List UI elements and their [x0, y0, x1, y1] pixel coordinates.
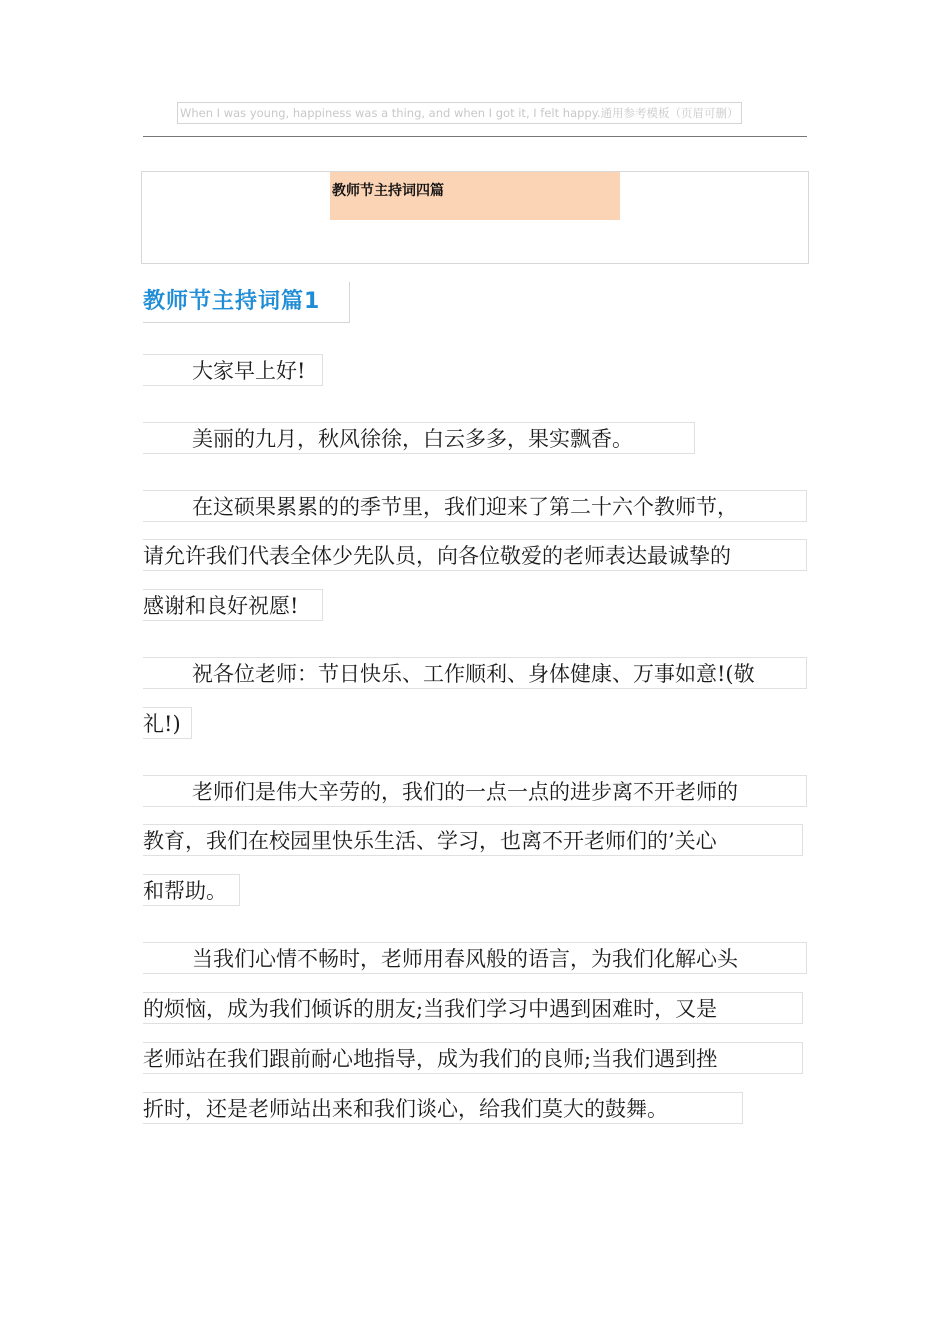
body-line: 的烦恼，成为我们倾诉的朋友;当我们学习中遇到困难时，又是	[143, 992, 803, 1024]
body-line: 折时，还是老师站出来和我们谈心，给我们莫大的鼓舞。	[143, 1092, 743, 1124]
header-text: When I was young, happiness was a thing, and when I got it, I felt happy.通用参考模板（页眉可删）	[177, 102, 742, 124]
body-line: 老师站在我们跟前耐心地指导，成为我们的良师;当我们遇到挫	[143, 1042, 803, 1074]
body-line: 礼!)	[143, 707, 192, 739]
document-title: 教师节主持词四篇	[332, 183, 444, 199]
body-line: 感谢和良好祝愿!	[143, 589, 323, 621]
title-box	[141, 171, 809, 264]
body-line: 老师们是伟大辛劳的，我们的一点一点的进步离不开老师的	[143, 775, 807, 807]
body-line: 当我们心情不畅时，老师用春风般的语言，为我们化解心头	[143, 942, 807, 974]
body-line: 和帮助。	[143, 874, 240, 906]
body-line: 在这硕果累累的的季节里，我们迎来了第二十六个教师节，	[143, 490, 807, 522]
body-line: 祝各位老师：节日快乐、工作顺利、身体健康、万事如意!(敬	[143, 657, 807, 689]
section-heading: 教师节主持词篇1	[143, 282, 350, 323]
title-highlight	[330, 172, 620, 220]
body-line: 请允许我们代表全体少先队员，向各位敬爱的老师表达最诚挚的	[143, 539, 807, 571]
body-line: 美丽的九月，秋风徐徐，白云多多，果实飘香。	[143, 422, 695, 454]
page-header	[143, 100, 807, 138]
body-line: 大家早上好!	[143, 354, 323, 386]
body-line: 教育，我们在校园里快乐生活、学习，也离不开老师们的’关心	[143, 824, 803, 856]
header-rule	[143, 136, 807, 137]
